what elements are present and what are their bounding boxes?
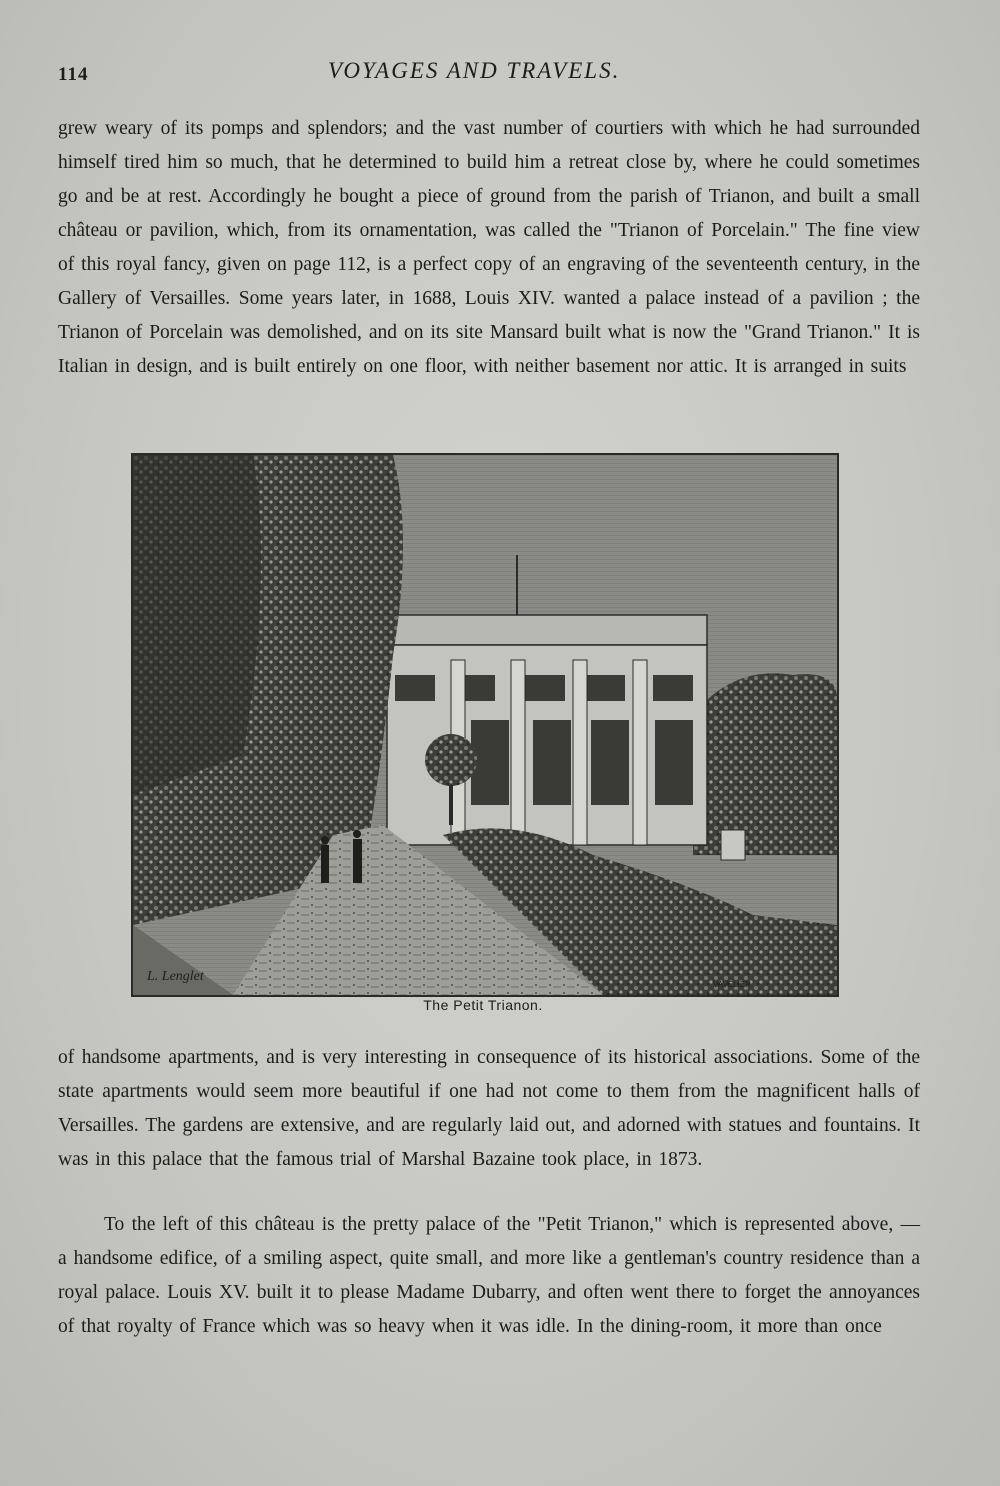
page-header (58, 56, 940, 92)
paragraph-2: of handsome apartments, and is very interesting in consequence of its historical associations. Some of the state apartments would seem more beautiful if one had not come to them from the magnificent halls of Versailles. The gardens are extensive, and are regularly laid out, and adorned with statues and fountains. It was in this palace that the famous trial of Marshal Bazaine took place, in 1873. (58, 1047, 920, 1170)
topiary-tree (425, 734, 477, 786)
engraver-signature-right: VAVELIER (713, 980, 751, 989)
running-head: VOYAGES AND TRAVELS. (328, 58, 621, 83)
paragraph-3: To the left of this château is the pretty palace of the "Petit Trianon," which is represented above, — a handsome edifice, of a smiling aspect, quite small, and more like a gentleman's country residence than a royal palace. Louis XV. built it to please Madame Dubarry, and often went there to forget the annoyances of that royalty of France which was so heavy when it was idle. In the dining-room, it more than once (58, 1214, 920, 1337)
background-trees (693, 673, 837, 855)
page-number: 114 (58, 64, 89, 85)
figure-caption: The Petit Trianon. (423, 997, 543, 1013)
paragraph-1: grew weary of its pomps and splendors; and the vast number of courtiers with which he had surrounded himself tired him so much, that he determined to build him a retreat close by, where he could sometimes go and be at rest. Accordingly he bought a piece of ground from the parish of Trianon, and built a small château or pavilion, which, from its ornamentation, was called the "Trianon of Porcelain." The fine view of this royal fancy, given on page 112, is a perfect copy of an engraving of the seventeenth century, in the Gallery of Versailles. Some years later, in 1688, Louis XIV. wanted a palace instead of a pavilion ; the Trianon of Porcelain was demolished, and on its site Mansard built what is now the "Grand Trianon." It is Italian in design, and is built entirely on one floor, with neither basement nor attic. It is arranged in suits (58, 118, 920, 377)
engraver-signature-left: L. Lenglet (147, 969, 204, 984)
engraving-petit-trianon (131, 453, 839, 997)
